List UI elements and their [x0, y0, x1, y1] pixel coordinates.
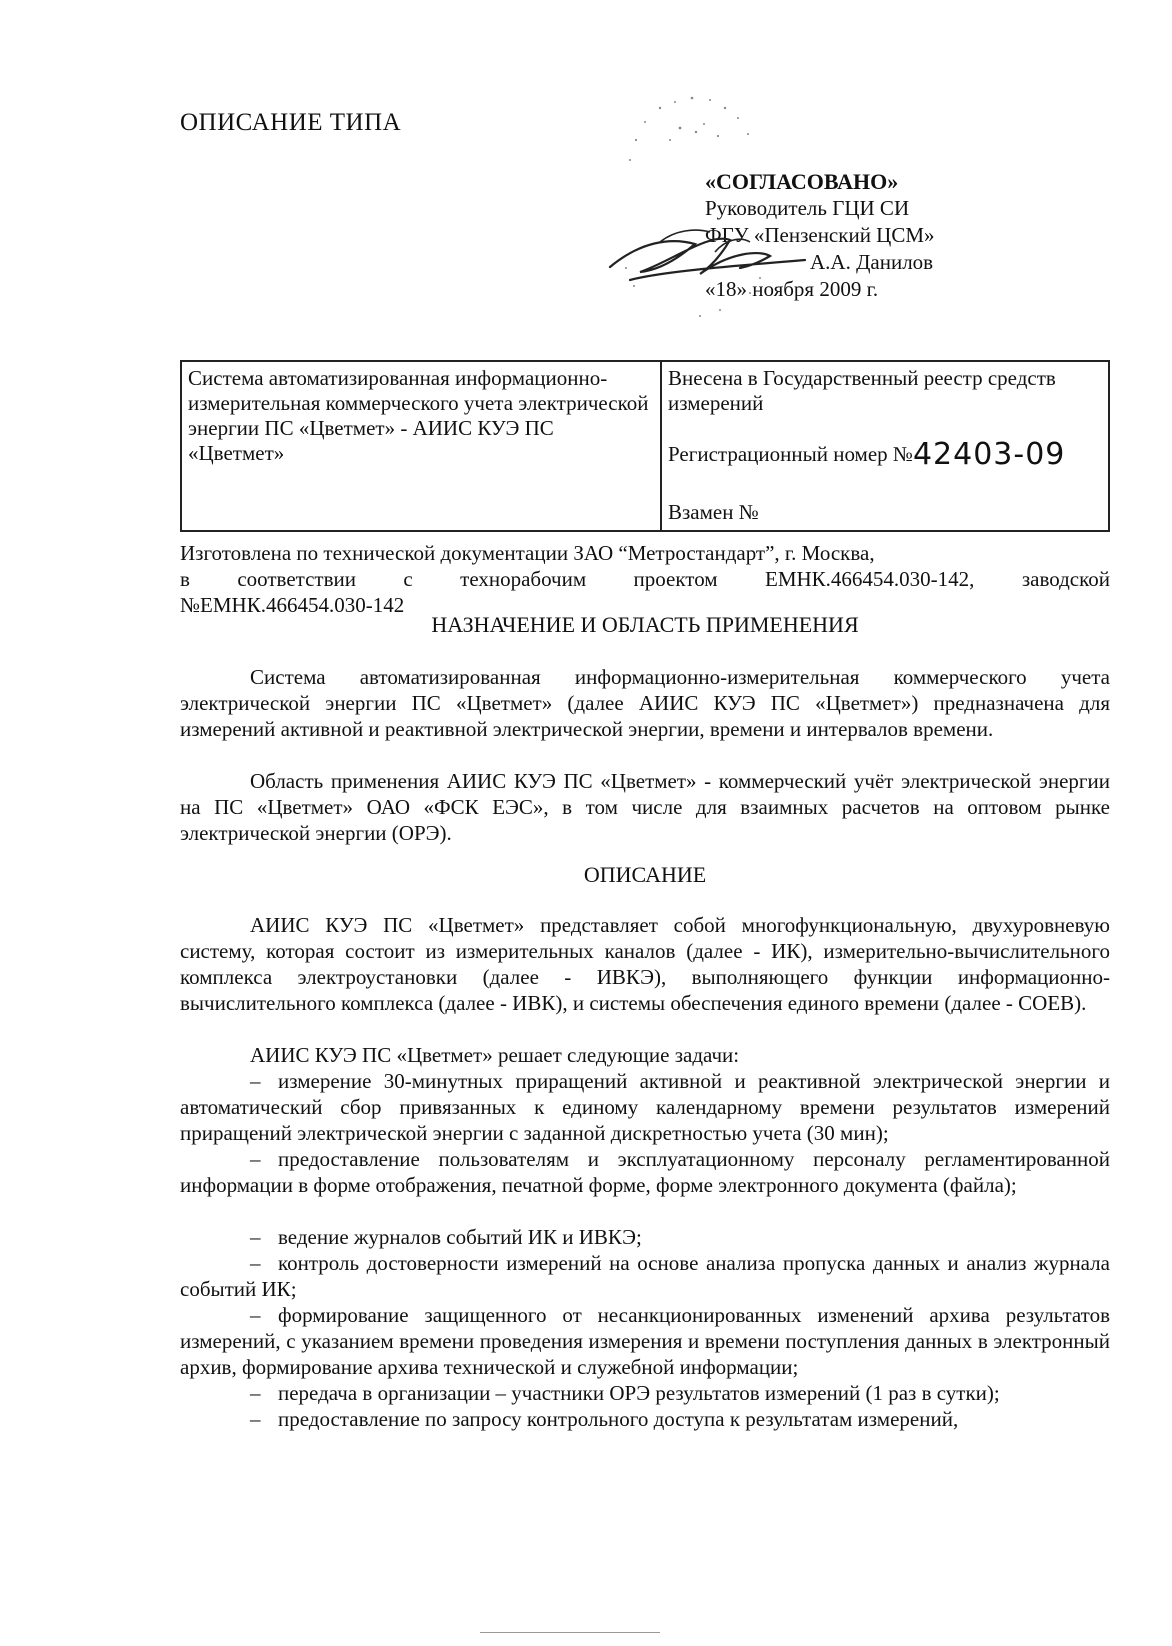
replaces-label: Взамен № — [668, 500, 759, 524]
approval-signer: А.А. Данилов — [810, 250, 934, 274]
description-paragraph-2: АИИС КУЭ ПС «Цветмет» решает следующие задачи: — [250, 1043, 740, 1067]
approval-role: Руководитель ГЦИ СИ — [705, 196, 910, 220]
task-item — [180, 1406, 1110, 1432]
task-item — [180, 1250, 1110, 1302]
list-dash: – — [250, 1225, 261, 1249]
manufacturer-line-2: в соответствии с технорабочим проектом ЕМНК.466454.030-142, заводской — [180, 567, 1110, 591]
task-text: предоставление пользователям и эксплуатационному персоналу регламентированной информации в форме отображения, печатной форме, форме электронного документа (файла); — [180, 1147, 1110, 1197]
registry-note: Внесена в Государственный реестр средств измерений — [668, 366, 1056, 415]
purpose-paragraph-1: Система автоматизированная информационно-измерительная коммерческого учета электрической энергии ПС «Цветмет» (далее АИИС КУЭ ПС «Цветмет») предназначена для измерений активной и реактивной электрической энергии, времени и интервалов времени. — [180, 665, 1110, 741]
task-text: передача в организации – участники ОРЭ результатов измерений (1 раз в сутки); — [278, 1381, 1000, 1405]
manufacturer-statement — [180, 540, 1110, 618]
manufacturer-line-3: №ЕМНК.466454.030-142 — [180, 593, 405, 617]
document-type-heading: ОПИСАНИЕ ТИПА — [180, 109, 402, 136]
task-text: контроль достоверности измерений на основе анализа пропуска данных и анализ журнала событий ИК; — [180, 1251, 1110, 1301]
purpose-section-title: НАЗНАЧЕНИЕ И ОБЛАСТЬ ПРИМЕНЕНИЯ — [431, 612, 859, 637]
list-dash: – — [250, 1147, 261, 1171]
list-dash: – — [250, 1251, 261, 1275]
approval-date: «18» ноября 2009 г. — [705, 277, 879, 301]
system-name-cell — [182, 362, 662, 530]
task-item — [180, 1380, 1110, 1406]
handwritten-signature — [600, 222, 830, 292]
registration-number-label: Регистрационный номер № — [668, 442, 913, 466]
manufacturer-line-1: Изготовлена по технической документации ЗАО “Метростандарт”, г. Москва, — [180, 541, 875, 565]
registration-table — [180, 360, 1110, 532]
list-dash: – — [250, 1407, 261, 1431]
list-dash: – — [250, 1381, 261, 1405]
list-dash: – — [250, 1069, 261, 1093]
description-paragraph-1: АИИС КУЭ ПС «Цветмет» представляет собой многофункциональную, двухуровневую систему, которая состоит из измерительных каналов (далее - ИК), измерительно-вычислительного комплекса электроустановки (далее - ИВКЭ), выполняющего функции информационно-вычислительного комплекса (далее - ИВК), и системы обеспечения единого времени (далее - СОЕВ). — [180, 913, 1110, 1015]
task-text: формирование защищенного от несанкционированных изменений архива результатов измерений, с указанием времени проведения измерения и времени поступления данных в электронный архив, формирование архива технической и служебной информации; — [180, 1303, 1110, 1379]
task-item — [180, 1302, 1110, 1380]
registry-cell — [662, 362, 1108, 530]
registration-number-value: 42403-09 — [912, 437, 1066, 472]
system-name: Система автоматизированная информационно-измерительная коммерческого учета электрической энергии ПС «Цветмет» - АИИС КУЭ ПС «Цветмет» — [188, 366, 649, 465]
purpose-paragraph-2: Область применения АИИС КУЭ ПС «Цветмет» - коммерческий учёт электрической энергии на ПС «Цветмет» ОАО «ФСК ЕЭС», в том числе для взаимных расчетов на оптовом рынке электрической энергии (ОРЭ). — [180, 769, 1110, 845]
scan-artifact — [480, 1632, 660, 1633]
list-dash: – — [250, 1303, 261, 1327]
registration-number-row — [668, 437, 1066, 472]
task-text: ведение журналов событий ИК и ИВКЭ; — [278, 1225, 642, 1249]
approval-organization: ФГУ «Пензенский ЦСМ» — [705, 223, 935, 247]
task-item — [180, 1146, 1110, 1198]
task-item — [180, 1224, 1110, 1250]
description-section-title: ОПИСАНИЕ — [583, 862, 707, 887]
task-item — [180, 1068, 1110, 1146]
approval-heading: «СОГЛАСОВАНО» — [705, 169, 899, 194]
task-text: предоставление по запросу контрольного доступа к результатам измерений, — [278, 1407, 959, 1431]
task-text: измерение 30-минутных приращений активной и реактивной электрической энергии и автоматический сбор привязанных к единому календарному времени результатов измерений приращений электрической энергии с заданной дискретностью учета (30 мин); — [180, 1069, 1110, 1145]
